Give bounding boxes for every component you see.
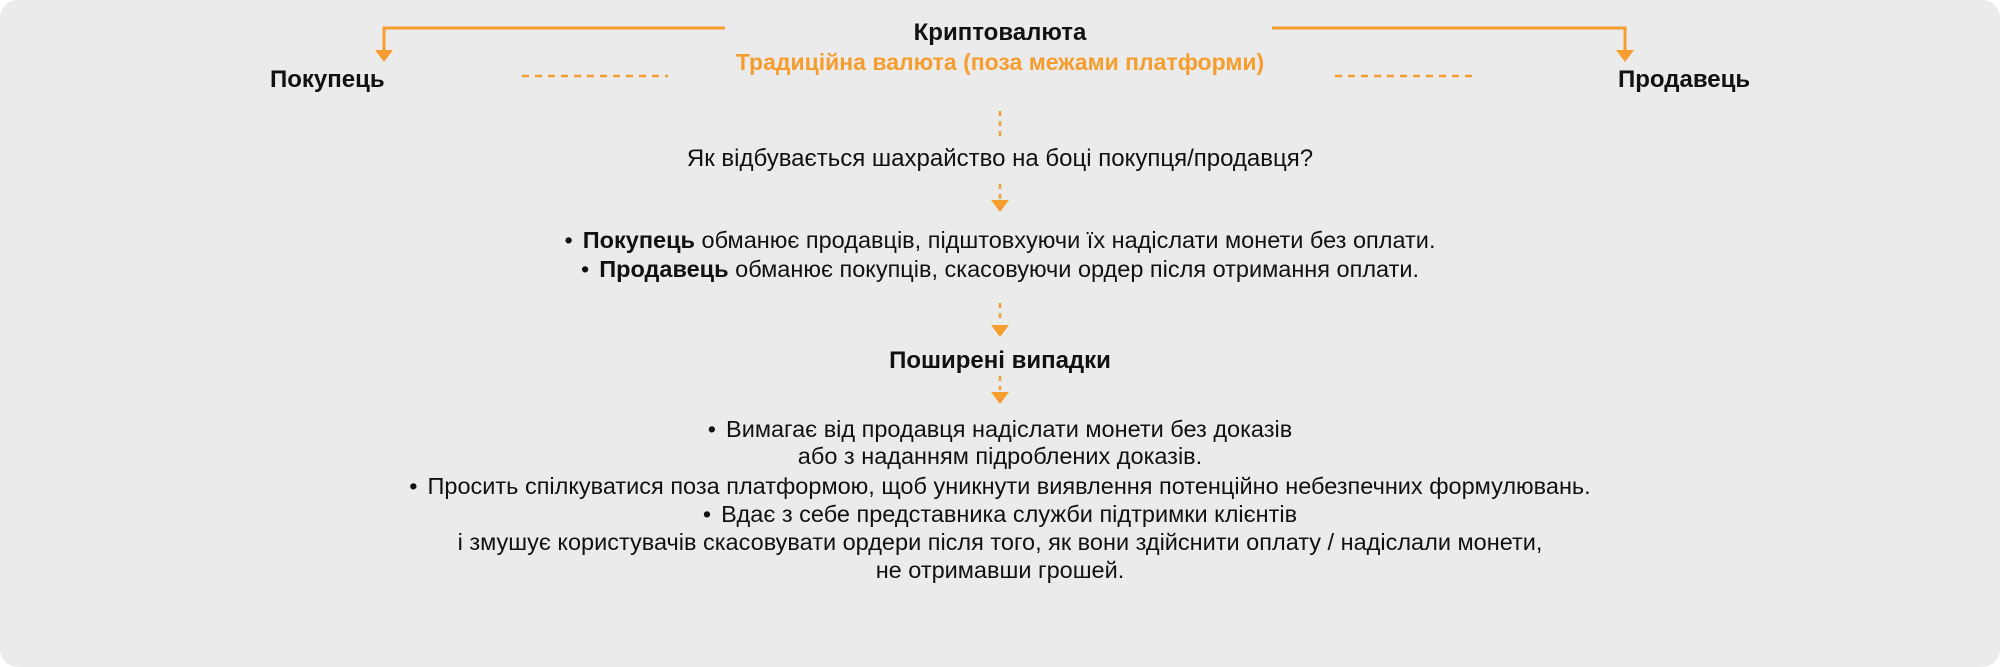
- arrow-to-fraud-icon: [991, 200, 1009, 212]
- fraud-seller-text: обманює покупців, скасовуючи ордер після отримання оплати.: [728, 256, 1420, 282]
- arrow-to-cases-icon: [991, 325, 1009, 337]
- case-item-3-line-1: • Вдає з себе представника служби підтримки клієнтів: [0, 499, 2000, 529]
- case-item-2: • Просить спілкуватися поза платформою, щоб уникнути виявлення потенційно небезпечних формулювань.: [0, 471, 2000, 501]
- fraud-buyer-item: [0, 225, 2000, 255]
- case-item-1-line-2: або з наданням підроблених доказів.: [797, 443, 1203, 469]
- crypto-node: Криптовалюта: [913, 19, 1087, 46]
- arrow-to-list-icon: [991, 392, 1009, 404]
- buyer-node: Покупець: [270, 66, 385, 93]
- fiat-node: Традиційна валюта (поза межами платформи): [735, 49, 1265, 75]
- fraud-buyer-text: обманює продавців, підштовхуючи їх надіслати монети без оплати.: [695, 227, 1436, 253]
- fraud-buyer-label: Покупець: [582, 227, 695, 253]
- seller-node: Продавець: [1618, 66, 1751, 93]
- case-item-3-line-2: і змушує користувачів скасовувати ордери після того, як вони здійснити оплату / надіслали монети,: [457, 529, 1543, 555]
- case-item-1-line-1: • Вимагає від продавця надіслати монети без доказів: [0, 414, 2000, 444]
- question-text: Як відбувається шахрайство на боці покупця/продавця?: [686, 145, 1314, 172]
- case-item-3-line-3: не отримавши грошей.: [875, 557, 1125, 583]
- cases-heading: Поширені випадки: [889, 347, 1111, 374]
- fraud-seller-label: Продавець: [599, 256, 729, 282]
- fraud-seller-item: [0, 254, 2000, 284]
